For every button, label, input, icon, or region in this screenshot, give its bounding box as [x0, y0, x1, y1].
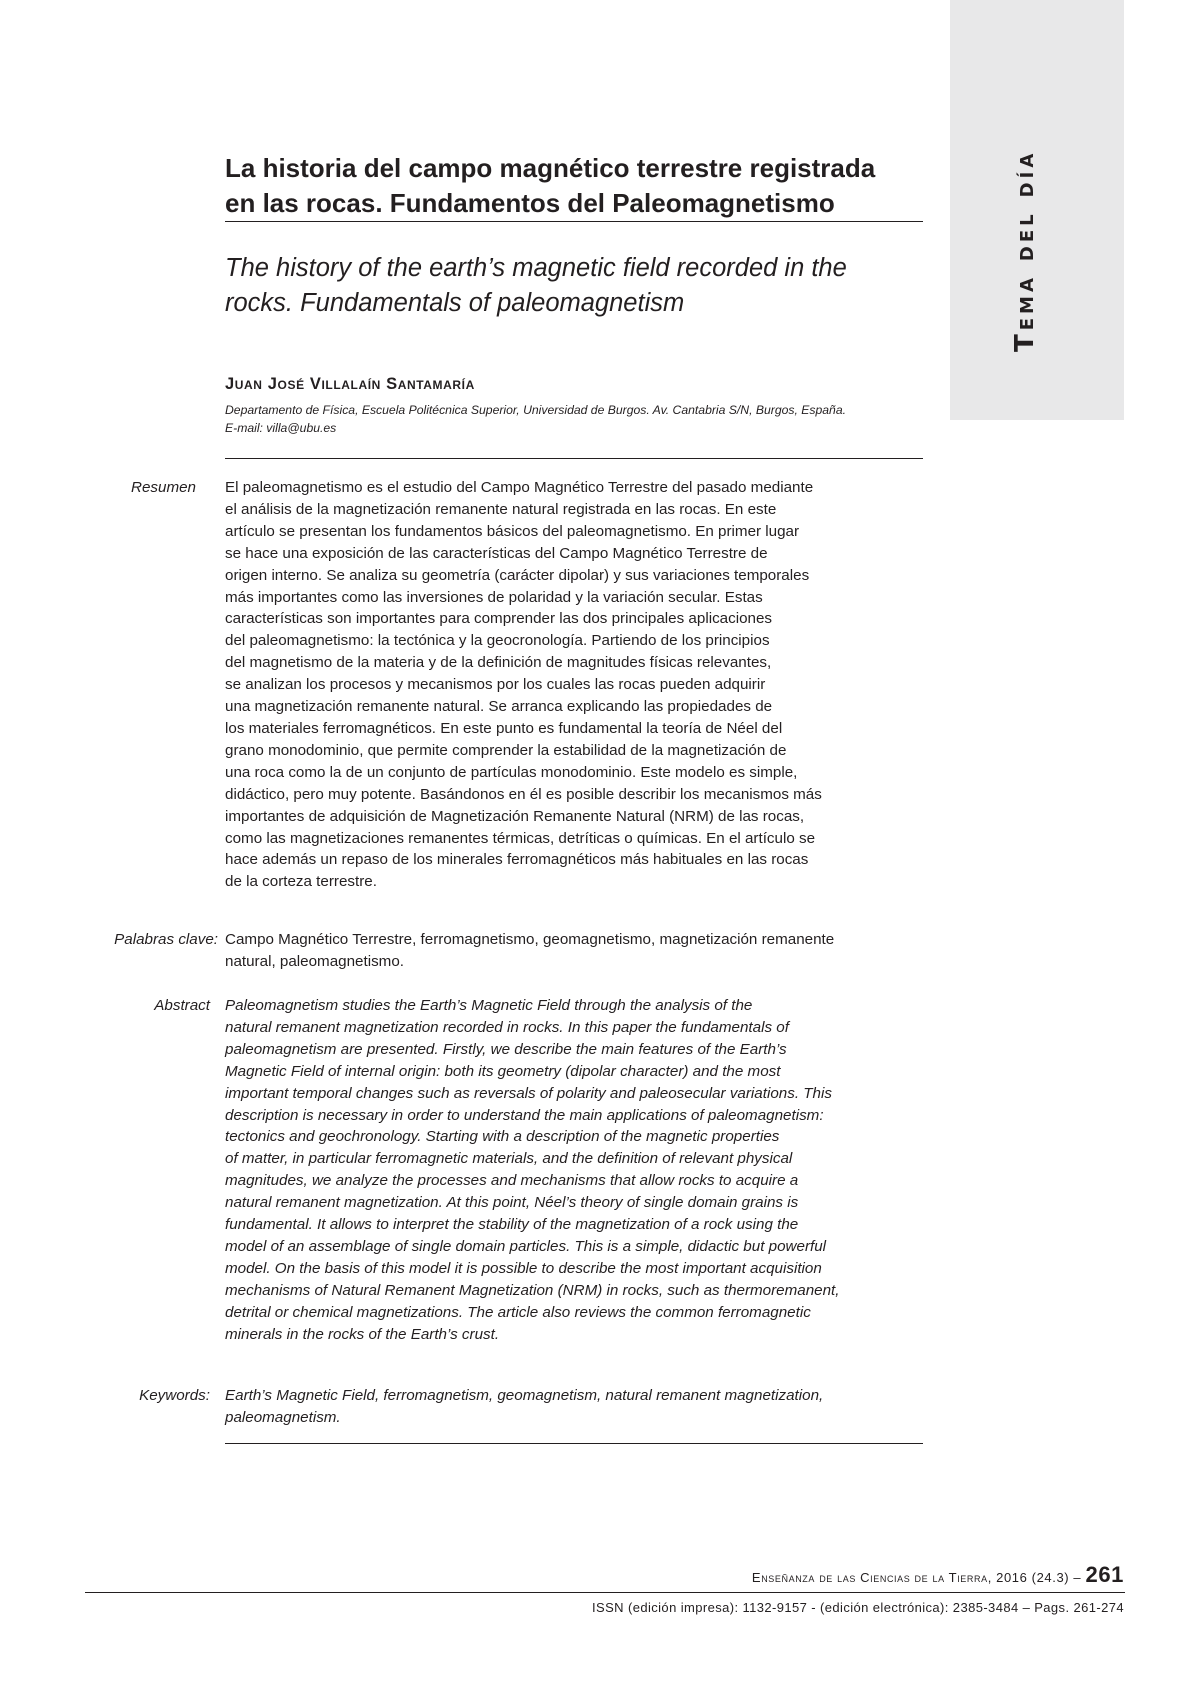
abstract-line: Paleomagnetism studies the Earth’s Magnetic Field through the analysis of the — [225, 997, 753, 1014]
divider — [225, 221, 923, 222]
article-title-line: en las rocas. Fundamentos del Paleomagnetismo — [225, 188, 835, 218]
resumen-line: hace además un repaso de los minerales ferromagnéticos más habituales en las rocas — [225, 851, 809, 869]
abstract-line: description is necessary in order to understand the main applications of paleomagnetism: — [225, 1106, 824, 1124]
section-tab-label: Tema del día — [1010, 149, 1040, 352]
resumen-line: se hace una exposición de las características del Campo Magnético Terrestre de — [225, 544, 768, 562]
resumen-line: de la corteza terrestre. — [225, 873, 377, 891]
article-title-english-line: rocks. Fundamentals of paleomagnetism — [225, 289, 685, 317]
resumen-line: didáctico, pero muy potente. Basándonos en él es posible describir los mecanismos más — [225, 785, 822, 803]
divider — [225, 458, 923, 459]
palabras-clave-label: Palabras clave: — [114, 931, 218, 948]
resumen-line: grano monodominio, que permite comprender la estabilidad de la magnetización de — [225, 741, 787, 759]
abstract-line: paleomagnetism are presented. Firstly, we describe the main features of the Earth’s — [225, 1040, 787, 1058]
resumen-label: Resumen — [131, 479, 196, 496]
footer-issn: ISSN (edición impresa): 1132-9157 - (edición electrónica): 2385-3484 – Pags. 261-274 — [592, 1600, 1124, 1615]
article-title-english — [225, 251, 925, 321]
keywords-line: paleomagnetism. — [225, 1408, 341, 1426]
abstract-line: detrital or chemical magnetizations. The article also reviews the common ferromagnetic — [225, 1303, 811, 1321]
resumen-line: importantes de adquisición de Magnetización Remanente Natural (NRM) de las rocas, — [225, 807, 805, 825]
page-number: 261 — [1085, 1562, 1124, 1587]
keywords-line: Earth’s Magnetic Field, ferromagnetism, geomagnetism, natural remanent magnetization, — [225, 1387, 824, 1404]
resumen-line: se analizan los procesos y mecanismos por los cuales las rocas pueden adquirir — [225, 676, 766, 694]
abstract-line: mechanisms of Natural Remanent Magnetization (NRM) in rocks, such as thermoremanent, — [225, 1281, 840, 1299]
resumen-line: origen interno. Se analiza su geometría (carácter dipolar) y sus variaciones temporales — [225, 566, 810, 584]
article-title-english-line: The history of the earth’s magnetic field recorded in the — [225, 254, 847, 282]
abstract-line: of matter, in particular ferromagnetic materials, and the definition of relevant physical — [225, 1150, 793, 1168]
abstract-line: natural remanent magnetization. At this point, Néel’s theory of single domain grains is — [225, 1194, 799, 1212]
abstract-line: minerals in the rocks of the Earth’s crust. — [225, 1325, 500, 1343]
abstract-line: model. On the basis of this model it is possible to describe the most important acquisition — [225, 1259, 822, 1277]
resumen-line: características son importantes para comprender las dos principales aplicaciones — [225, 610, 773, 628]
divider — [225, 1443, 923, 1444]
footer-journal — [752, 1562, 1124, 1588]
abstract-line: fundamental. It allows to interpret the stability of the magnetization of a rock using the — [225, 1216, 799, 1234]
resumen-line: El paleomagnetismo es el estudio del Campo Magnético Terrestre del pasado mediante — [225, 479, 814, 496]
resumen-line: del magnetismo de la materia y de la definición de magnitudes físicas relevantes, — [225, 654, 772, 672]
author-affiliation — [225, 401, 925, 437]
abstract-label: Abstract — [154, 997, 210, 1014]
keywords-label: Keywords: — [139, 1387, 210, 1404]
resumen-line: más importantes como las inversiones de polaridad y la variación secular. Estas — [225, 588, 763, 606]
palabras-clave-line: Campo Magnético Terrestre, ferromagnetismo, geomagnetismo, magnetización remanente — [225, 931, 835, 948]
abstract-line: important temporal changes such as reversals of polarity and paleosecular variations. This — [225, 1084, 832, 1102]
abstract-line: Magnetic Field of internal origin: both its geometry (dipolar character) and the most — [225, 1062, 781, 1080]
resumen-line: los materiales ferromagnéticos. En este punto es fundamental la teoría de Néel del — [225, 719, 783, 737]
abstract-line: natural remanent magnetization recorded in rocks. In this paper the fundamentals of — [225, 1018, 789, 1036]
keywords-text — [225, 1385, 925, 1429]
journal-citation: Enseñanza de las Ciencias de la Tierra, 2016 (24.3) – — [751, 1570, 1082, 1585]
palabras-clave-text — [225, 929, 925, 973]
abstract-line: magnitudes, we analyze the processes and mechanisms that allow rocks to acquire a — [225, 1172, 799, 1190]
palabras-clave-line: natural, paleomagnetismo. — [225, 952, 404, 970]
resumen-line: del paleomagnetismo: la tectónica y la geocronología. Partiendo de los principios — [225, 632, 770, 650]
abstract-line: model of an assemblage of single domain particles. This is a simple, didactic but powerful — [225, 1237, 827, 1255]
author-name: Juan José Villalaín Santamaría — [225, 375, 475, 393]
article-title — [225, 151, 925, 221]
resumen-line: artículo se presentan los fundamentos básicos del paleomagnetismo. En primer lugar — [225, 522, 800, 540]
article-title-line: La historia del campo magnético terrestre registrada — [225, 153, 876, 183]
footer-divider — [85, 1592, 1125, 1593]
resumen-line: el análisis de la magnetización remanente natural registrada en las rocas. En este — [225, 500, 777, 518]
abstract-text — [225, 995, 925, 1346]
resumen-line: una roca como la de un conjunto de partículas monodominio. Este modelo es simple, — [225, 763, 798, 781]
resumen-line: como las magnetizaciones remanentes térmicas, detríticas o químicas. En el artículo se — [225, 829, 816, 847]
affiliation-text: Departamento de Física, Escuela Politécnica Superior, Universidad de Burgos. Av. Cantabria S/N, Burgos, España. — [225, 403, 846, 417]
author-email: E-mail: villa@ubu.es — [225, 421, 337, 435]
resumen-text — [225, 477, 925, 893]
abstract-line: tectonics and geochronology. Starting with a description of the magnetic properties — [225, 1128, 780, 1146]
resumen-line: una magnetización remanente natural. Se arranca explicando las propiedades de — [225, 698, 773, 716]
